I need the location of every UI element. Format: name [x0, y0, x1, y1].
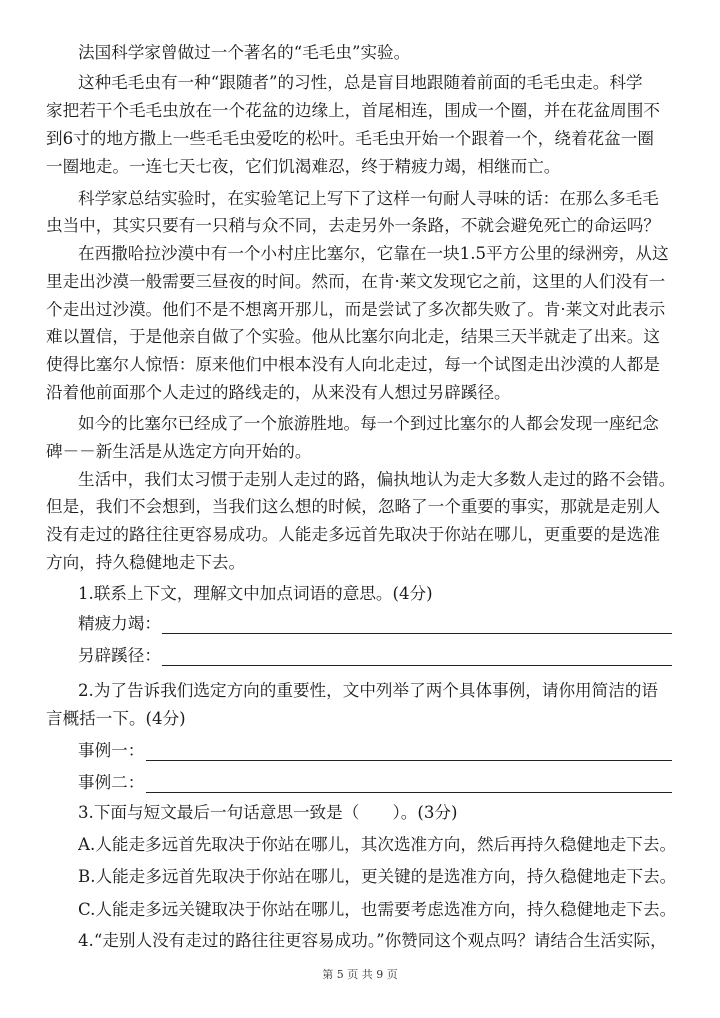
question-4: 4.“走别人没有走过的路往往更容易成功。”你赞同这个观点吗？请结合生活实际，: [78, 931, 667, 950]
passage-line: 里走出沙漠一般需要三昼夜的时间。然而，在肯·莱文发现它之前，这里的人们没有一: [46, 272, 666, 291]
dotted-char: 精: [394, 157, 412, 176]
dotted-char: 径: [477, 383, 495, 402]
passage-line: 这种毛毛虫有一种“跟随者”的习性，总是盲目地跟随着前面的毛毛虫走。科学: [78, 73, 643, 92]
answer-line[interactable]: [162, 633, 672, 634]
passage-line: 方向，持久稳健地走下去。: [46, 553, 246, 572]
answer-label: 另辟蹊径：: [78, 646, 161, 665]
passage-line: 难以置信，于是他亲自做了个实验。他从比塞尔向北走，结果三天半就走了出来。这: [46, 327, 660, 346]
dotted-char: 辟: [444, 383, 461, 402]
answer-label: 事例二：: [78, 773, 145, 792]
page-number: 第 5 页 共 9 页: [322, 968, 398, 981]
answer-line[interactable]: [146, 760, 672, 761]
question-1: 1.联系上下文，理解文中加点词语的意思。(4分): [78, 584, 433, 603]
option-b: B.人能走多远首先取决于你站在哪儿，更关键的是选准方向，持久稳健地走下去。: [78, 867, 677, 886]
dotted-char: 蹊: [460, 383, 478, 402]
passage-line: 碑－－新生活是从选定方向开始的。: [46, 442, 312, 461]
dotted-char: 竭: [444, 157, 461, 176]
passage-line: 在西撒哈拉沙漠中有一个小村庄比塞尔，它靠在一块1.5平方公里的绿洲旁，从这: [78, 244, 669, 263]
passage-line: 但是，我们不会想到，当我们这么想的时候，忽略了一个重要的事实，那就是走别人: [46, 497, 660, 516]
passage-line: 到6寸的地方撒上一些毛毛虫爱吃的松叶。毛毛虫开始一个跟着一个，绕着花盆一圈: [46, 129, 654, 148]
passage-line: 法国科学家曾做过一个著名的“毛毛虫”实验。: [78, 43, 411, 62]
passage-line: 个走出过沙漠。他们不是不想离开那儿，而是尝试了多次都失败了。肯·莱文对此表示: [46, 300, 666, 319]
question-2: 2.为了告诉我们选定方向的重要性，文中列举了两个具体事例，请你用简洁的语: [78, 681, 659, 700]
passage-line: 科学家总结实验时，在实验笔记上写下了这样一句耐人寻味的话：在那么多毛毛: [78, 189, 659, 208]
passage-line: 家把若干个毛毛虫放在一个花盆的边缘上，首尾相连，围成一个圈，并在花盆周围不: [46, 101, 660, 120]
option-a: A.人能走多远首先取决于你站在哪儿，其次选准方向，然后再持久稳健地走下去。: [78, 835, 677, 854]
passage-line-with-dotted-word: 一圈地走。一连七天七夜，它们饥渴难忍，终于精疲力竭，相继而亡。: [46, 157, 561, 176]
passage-line: 生活中，我们太习惯于走别人走过的路，偏执地认为走大多数人走过的路不会错。: [78, 470, 676, 489]
answer-label: 事例一：: [78, 741, 145, 760]
answer-label: 精疲力竭：: [78, 614, 161, 633]
passage-line: 如今的比塞尔已经成了一个旅游胜地。每一个到过比塞尔的人都会发现一座纪念: [78, 414, 659, 433]
answer-line[interactable]: [162, 665, 672, 666]
dotted-char: 力: [427, 157, 445, 176]
dotted-char: 另: [427, 383, 445, 402]
question-3: 3.下面与短文最后一句话意思一致是（ ）。(3分): [78, 803, 458, 822]
passage-line: 使得比塞尔人惊悟：原来他们中根本没有人向北走过，每一个试图走出沙漠的人都是: [46, 355, 660, 374]
dotted-char: 疲: [411, 157, 428, 176]
passage-line: 没有走过的路往往更容易成功。人能走多远首先取决于你站在哪儿，更重要的是选准: [46, 525, 660, 544]
answer-line[interactable]: [146, 792, 672, 793]
question-2-cont: 言概括一下。(4分): [46, 709, 186, 728]
option-c: C.人能走多远关键取决于你站在哪儿，也需要考虑选准方向，持久稳健地走下去。: [78, 900, 677, 919]
passage-line-with-dotted-word: 沿着他前面那个人走过的路线走的，从来没有人想过另辟蹊径。: [46, 383, 511, 402]
passage-line: 虫当中，其实只要有一只稍与众不同，去走另外一条路，不就会避免死亡的命运吗？: [46, 216, 660, 235]
